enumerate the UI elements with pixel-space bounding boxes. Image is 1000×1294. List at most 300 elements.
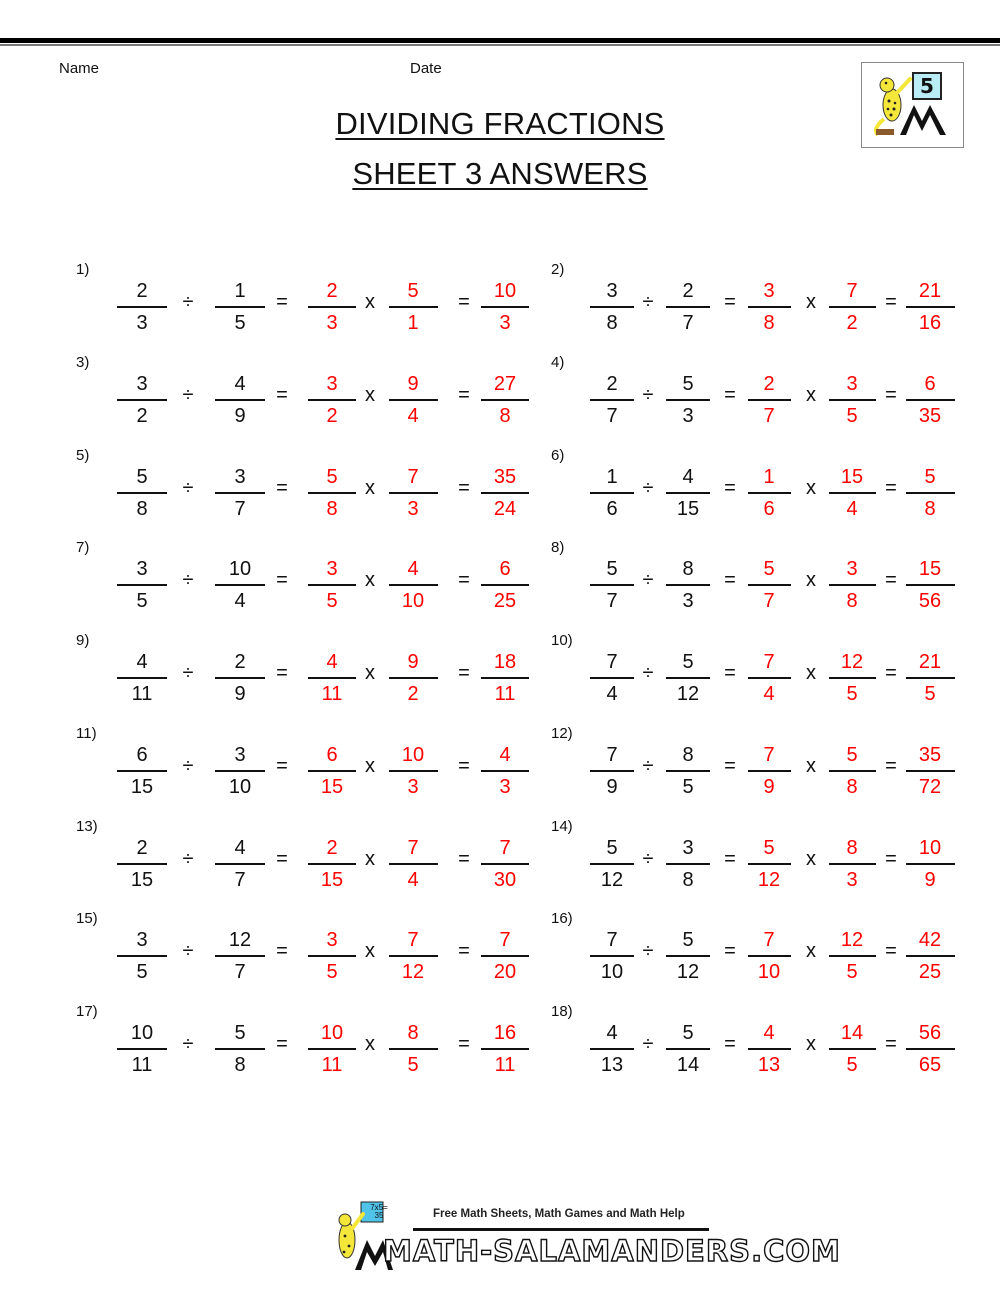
numerator: 10 [130,1022,154,1044]
reciprocal-fraction [389,834,438,894]
fraction-bar [666,584,710,586]
divide-sign: ÷ [182,1033,194,1055]
dividend-copy-fraction [308,370,356,430]
divide-sign: ÷ [642,383,654,406]
numerator: 7 [763,929,775,952]
dividend-fraction [117,370,167,430]
fraction-bar [748,399,791,401]
numerator: 15 [918,558,942,581]
denominator: 4 [763,683,775,705]
answer-fraction [481,277,529,337]
denominator: 3 [407,497,419,520]
equals-sign: = [724,291,736,313]
dividend-copy-fraction [308,834,356,894]
divide-sign: ÷ [182,291,194,313]
fraction-bar [906,863,955,865]
divide-sign: ÷ [642,754,654,777]
grade-logo [861,62,964,148]
denominator: 3 [682,590,694,613]
footer-rule [413,1228,709,1231]
denominator: 8 [606,312,618,334]
numerator: 5 [326,465,338,488]
fraction-bar [829,1048,876,1050]
fraction-bar [215,399,265,401]
divisor-fraction [666,926,710,986]
equals-sign: = [724,569,736,592]
equals-sign: = [276,291,288,313]
answer-fraction [481,926,529,986]
denominator: 14 [676,1054,700,1076]
fraction-bar [389,677,438,679]
reciprocal-fraction [829,648,876,708]
divisor-fraction [215,926,265,986]
denominator: 12 [401,961,425,984]
problem-18 [551,1003,1000,1095]
denominator: 6 [606,497,618,520]
fraction-bar [666,306,710,308]
dividend-fraction [117,463,167,523]
fraction-bar [590,770,634,772]
equals-sign: = [885,476,897,499]
problem-4 [551,354,1000,446]
numerator: 5 [606,558,618,581]
equals-sign: = [885,1033,897,1055]
denominator: 25 [918,961,942,984]
numerator: 7 [606,651,618,673]
fraction-bar [829,492,876,494]
divisor-fraction [666,834,710,894]
denominator: 7 [234,497,246,520]
fraction-bar [117,584,167,586]
fraction-bar [748,1048,791,1050]
fraction-bar [389,863,438,865]
dividend-fraction [590,648,634,708]
fraction-bar [117,399,167,401]
equals-sign: = [458,476,470,499]
denominator: 5 [326,961,338,984]
equals-sign: = [885,291,897,313]
denominator: 9 [606,775,618,798]
fraction-bar [308,955,356,957]
denominator: 6 [763,497,775,520]
numerator: 8 [682,558,694,581]
reciprocal-fraction [389,277,438,337]
reciprocal-fraction [829,741,876,801]
numerator: 21 [918,651,942,673]
denominator: 11 [131,1054,153,1076]
numerator: 5 [606,836,618,859]
equals-sign: = [885,569,897,592]
fraction-bar [389,584,438,586]
problem-3 [76,354,556,446]
denominator: 11 [131,683,153,705]
numerator: 4 [606,1022,618,1044]
footer-logo [325,1200,841,1272]
numerator: 4 [682,465,694,488]
fraction-bar [906,770,955,772]
problem-14 [551,818,1000,910]
denominator: 10 [228,775,252,798]
problem-number: 13) [76,817,98,835]
answer-fraction [481,555,529,615]
denominator: 10 [401,590,425,613]
fraction-bar [590,677,634,679]
times-sign: x [806,940,816,963]
times-sign: x [806,1033,816,1055]
denominator: 7 [606,590,618,613]
numerator: 4 [234,836,246,859]
fraction-bar [829,677,876,679]
denominator: 9 [234,404,246,427]
denominator: 5 [682,775,694,798]
denominator: 11 [494,683,516,705]
numerator: 12 [228,929,252,952]
problem-number: 14) [551,817,573,835]
dividend-copy-fraction [308,463,356,523]
dividend-fraction [590,1019,634,1079]
divide-sign: ÷ [642,940,654,963]
numerator: 3 [682,836,694,859]
times-sign: x [365,754,375,777]
divisor-fraction [215,555,265,615]
numerator: 35 [493,465,517,488]
numerator: 16 [493,1022,517,1044]
numerator: 5 [682,651,694,673]
denominator: 72 [918,775,942,798]
problem-number: 7) [76,539,90,557]
fraction-bar [906,492,955,494]
numerator: 2 [763,372,775,395]
denominator: 9 [763,775,775,798]
fraction-bar [906,1048,955,1050]
divisor-fraction [215,648,265,708]
denominator: 8 [682,868,694,891]
problem-number: 12) [551,724,573,742]
numerator: 35 [918,743,942,766]
fraction-bar [748,955,791,957]
divide-sign: ÷ [182,569,194,592]
numerator: 5 [407,280,419,302]
fraction-bar [829,770,876,772]
divisor-fraction [215,277,265,337]
fraction-bar [748,863,791,865]
fraction-bar [666,492,710,494]
fraction-bar [829,399,876,401]
numerator: 4 [326,651,338,673]
problem-15 [76,910,556,1002]
times-sign: x [365,847,375,870]
dividend-fraction [590,463,634,523]
answer-fraction [906,741,955,801]
dividend-copy-fraction [748,370,791,430]
numerator: 6 [326,743,338,766]
numerator: 2 [606,372,618,395]
numerator: 10 [228,558,252,581]
dividend-copy-fraction [748,463,791,523]
fraction-bar [666,955,710,957]
fraction-bar [748,584,791,586]
fraction-bar [389,306,438,308]
dividend-fraction [117,555,167,615]
reciprocal-fraction [389,555,438,615]
numerator: 8 [846,836,858,859]
numerator: 27 [493,372,517,395]
fraction-bar [590,399,634,401]
dividend-copy-fraction [748,555,791,615]
problem-number: 10) [551,632,573,649]
divide-sign: ÷ [642,476,654,499]
fraction-bar [481,399,529,401]
numerator: 2 [234,651,246,673]
denominator: 5 [136,961,148,984]
equals-sign: = [885,383,897,406]
fraction-bar [215,677,265,679]
times-sign: x [806,383,816,406]
fraction-bar [829,584,876,586]
dividend-fraction [590,741,634,801]
denominator: 15 [130,868,154,891]
numerator: 10 [401,743,425,766]
answer-fraction [481,1019,529,1079]
answer-fraction [906,926,955,986]
numerator: 4 [136,651,148,673]
denominator: 4 [846,497,858,520]
times-sign: x [365,476,375,499]
times-sign: x [365,383,375,406]
reciprocal-fraction [829,463,876,523]
divisor-fraction [215,463,265,523]
numerator: 2 [326,836,338,859]
divisor-fraction [215,1019,265,1079]
numerator: 18 [493,651,517,673]
fraction-bar [481,492,529,494]
fraction-bar [906,306,955,308]
numerator: 9 [407,372,419,395]
equals-sign: = [885,847,897,870]
fraction-bar [215,863,265,865]
equals-sign: = [724,476,736,499]
numerator: 4 [499,743,511,766]
divisor-fraction [215,834,265,894]
fraction-bar [308,1048,356,1050]
times-sign: x [365,940,375,963]
problem-12 [551,725,1000,817]
numerator: 6 [136,743,148,766]
problem-number: 2) [551,261,565,278]
fraction-bar [666,770,710,772]
denominator: 4 [407,868,419,891]
numerator: 56 [918,1022,942,1044]
fraction-bar [215,306,265,308]
fraction-bar [215,584,265,586]
answer-fraction [906,277,955,337]
dividend-copy-fraction [308,741,356,801]
dividend-fraction [117,648,167,708]
denominator: 12 [600,868,624,891]
dividend-fraction [590,555,634,615]
denominator: 5 [924,683,936,705]
denominator: 8 [234,1054,246,1076]
denominator: 4 [407,404,419,427]
times-sign: x [365,662,375,684]
numerator: 10 [918,836,942,859]
problem-number: 18) [551,1003,573,1020]
fraction-bar [117,306,167,308]
fraction-bar [117,770,167,772]
denominator: 1 [407,312,419,334]
equals-sign: = [885,662,897,684]
numerator: 5 [846,743,858,766]
answer-fraction [906,648,955,708]
denominator: 16 [918,312,942,334]
denominator: 9 [924,868,936,891]
denominator: 15 [320,775,344,798]
denominator: 7 [763,404,775,427]
problem-number: 5) [76,446,90,464]
answer-fraction [906,370,955,430]
fraction-bar [829,306,876,308]
dividend-fraction [117,741,167,801]
denominator: 12 [676,961,700,984]
denominator: 8 [136,497,148,520]
problem-number: 6) [551,446,565,464]
denominator: 20 [493,961,517,984]
denominator: 5 [846,961,858,984]
fraction-bar [117,492,167,494]
times-sign: x [365,1033,375,1055]
fraction-bar [590,584,634,586]
denominator: 25 [493,590,517,613]
denominator: 11 [494,1054,516,1076]
divide-sign: ÷ [182,754,194,777]
dividend-copy-fraction [308,555,356,615]
reciprocal-fraction [389,370,438,430]
problem-number: 16) [551,910,573,928]
problem-number: 8) [551,539,565,557]
denominator: 7 [682,312,694,334]
denominator: 56 [918,590,942,613]
denominator: 3 [326,312,338,334]
dividend-copy-fraction [308,648,356,708]
equals-sign: = [276,940,288,963]
answer-fraction [906,1019,955,1079]
numerator: 12 [840,929,864,952]
numerator: 3 [606,280,618,302]
problem-5 [76,447,556,539]
numerator: 5 [234,1022,246,1044]
numerator: 15 [840,465,864,488]
fraction-bar [308,399,356,401]
denominator: 3 [407,775,419,798]
reciprocal-fraction [829,370,876,430]
numerator: 6 [924,372,936,395]
denominator: 9 [234,683,246,705]
numerator: 7 [407,836,419,859]
dividend-copy-fraction [748,277,791,337]
dividend-fraction [117,834,167,894]
fraction-bar [906,677,955,679]
equals-sign: = [885,940,897,963]
denominator: 10 [600,961,624,984]
numerator: 8 [682,743,694,766]
dividend-copy-fraction [748,741,791,801]
numerator: 5 [682,929,694,952]
fraction-bar [481,770,529,772]
problem-7 [76,539,556,631]
numerator: 5 [763,558,775,581]
numerator: 3 [326,558,338,581]
numerator: 5 [763,836,775,859]
fraction-bar [215,1048,265,1050]
numerator: 4 [407,558,419,581]
equals-sign: = [724,1033,736,1055]
denominator: 2 [407,683,419,705]
denominator: 8 [499,404,511,427]
answer-fraction [481,648,529,708]
answer-fraction [906,555,955,615]
fraction-bar [748,306,791,308]
fraction-bar [590,1048,634,1050]
numerator: 10 [320,1022,344,1044]
denominator: 3 [499,312,511,334]
equals-sign: = [724,847,736,870]
numerator: 3 [846,372,858,395]
divisor-fraction [666,1019,710,1079]
fraction-bar [215,770,265,772]
numerator: 14 [840,1022,864,1044]
fraction-bar [590,863,634,865]
divide-sign: ÷ [642,569,654,592]
problem-1 [76,261,556,353]
dividend-copy-fraction [308,926,356,986]
numerator: 3 [763,280,775,302]
problem-number: 4) [551,353,565,371]
equals-sign: = [276,476,288,499]
footer-tagline: Free Math Sheets, Math Games and Math Help [433,1208,685,1220]
numerator: 7 [846,280,858,302]
denominator: 5 [846,404,858,427]
problem-9 [76,632,556,724]
equals-sign: = [276,383,288,406]
numerator: 2 [682,280,694,302]
numerator: 5 [136,465,148,488]
numerator: 4 [763,1022,775,1044]
denominator: 8 [846,775,858,798]
grade-badge: 5 [912,72,942,100]
problem-number: 3) [76,353,90,371]
denominator: 30 [493,868,517,891]
divide-sign: ÷ [182,383,194,406]
divide-sign: ÷ [182,662,194,684]
divisor-fraction [666,648,710,708]
denominator: 12 [757,868,781,891]
denominator: 15 [320,868,344,891]
equals-sign: = [458,754,470,777]
problem-6 [551,447,1000,539]
fraction-bar [308,584,356,586]
numerator: 10 [493,280,517,302]
fraction-bar [308,677,356,679]
denominator: 65 [918,1054,942,1076]
fraction-bar [481,584,529,586]
problem-10 [551,632,1000,724]
fraction-bar [308,492,356,494]
fraction-bar [308,306,356,308]
dividend-copy-fraction [308,277,356,337]
denominator: 15 [676,497,700,520]
reciprocal-fraction [389,648,438,708]
numerator: 2 [136,280,148,302]
